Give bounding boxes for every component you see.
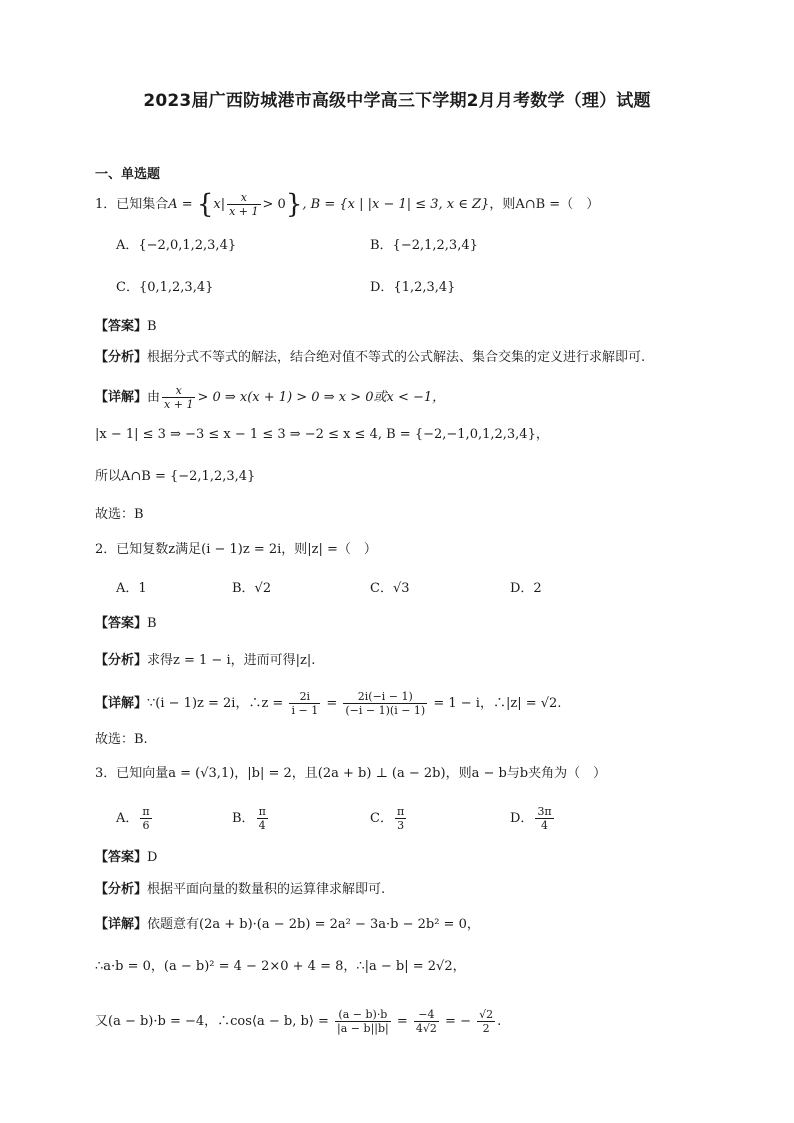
- q3-d3-eq2: = −: [440, 1014, 476, 1029]
- right-brace-glyph: }: [285, 189, 303, 220]
- detail-tag: 【详解】: [95, 696, 148, 711]
- q3-b-num: π: [258, 805, 266, 818]
- q1-fraction: [227, 191, 260, 218]
- q3-option-b: [232, 805, 270, 832]
- q3-d3-f2-den: 4√2: [415, 1022, 437, 1035]
- q2-analysis: [95, 651, 315, 671]
- q2-detail-b: = 1 − i，∴|z| = √2.: [429, 696, 562, 711]
- q1-option-d: D．{1,2,3,4}: [370, 280, 456, 295]
- q1-stem-suffix: ，则A∩B =（ ）: [489, 197, 600, 212]
- q1-option-a: A．{−2,0,1,2,3,4}: [116, 238, 237, 253]
- detail-tag: 【详解】: [95, 390, 148, 405]
- q2-option-b: B．√2: [232, 581, 272, 596]
- q3-option-b-fraction: [257, 805, 268, 832]
- q3-analysis-text: 根据平面向量的数量积的运算律求解即可.: [147, 882, 386, 897]
- q2-eq: =: [322, 696, 342, 711]
- q3-b-den: 4: [258, 819, 266, 832]
- section-heading: 一、单选题: [95, 167, 161, 182]
- q3-a-den: 6: [142, 819, 150, 832]
- q1-detail-line-1: [95, 384, 445, 411]
- q1-option-b: B．{−2,1,2,3,4}: [370, 238, 478, 253]
- answer-tag: 【答案】: [95, 319, 148, 334]
- q3-detail-line-1-text: 依题意有(2a + b)·(a − 2b) = 2a² − 3a·b − 2b² = 0，: [147, 917, 480, 932]
- q1-analysis: [95, 348, 645, 368]
- q3-d3-f1-den: |a − b||b|: [337, 1022, 389, 1035]
- q3-d-num: 3π: [537, 805, 552, 818]
- q1-detail-frac-den: x + 1: [164, 398, 194, 411]
- q3-d3-end: .: [497, 1014, 502, 1029]
- question-3-stem: 3．已知向量a = (√3,1)，|b| = 2，且(2a + b) ⊥ (a − 2b)，则a − b与b夹角为（ ）: [95, 766, 607, 781]
- q3-d3-a: 又(a − b)·b = −4，∴cos⟨a − b, b⟩ =: [95, 1014, 334, 1029]
- q2-f2-den: (−i − 1)(i − 1): [345, 704, 426, 717]
- q2-option-c: C．√3: [370, 581, 410, 596]
- q2-f2-num: 2i(−i − 1): [343, 690, 427, 704]
- q2-answer: [95, 614, 157, 634]
- q3-option-d-label: D．: [510, 811, 534, 826]
- q2-option-a: A．1: [116, 581, 147, 596]
- q3-d3-eq: =: [392, 1014, 412, 1029]
- q2-analysis-text: 求得z = 1 − i，进而可得|z|.: [147, 653, 316, 668]
- q2-answer-value: B: [147, 616, 157, 631]
- q3-option-d: [510, 805, 556, 832]
- question-1-stem: 1．已知集合A = {x| $\frac{x}{x + 1}$ > 0}, B = {x | |x − 1| ≤ 3, x ∈ Z}，则A∩B =（ ）: [95, 189, 600, 220]
- q1-set-var: x: [213, 197, 221, 212]
- q1-answer-value: B: [147, 319, 157, 334]
- q1-detail-line-3: 所以A∩B = {−2,1,2,3,4}: [95, 469, 256, 484]
- q2-fraction-1: [289, 690, 320, 717]
- analysis-tag: 【分析】: [95, 653, 148, 668]
- q3-d3-fraction-1: [335, 1008, 391, 1035]
- q3-option-c: [370, 805, 408, 832]
- analysis-tag: 【分析】: [95, 882, 148, 897]
- analysis-tag: 【分析】: [95, 350, 148, 365]
- q2-f1-den: i − 1: [291, 704, 319, 717]
- detail-tag: 【详解】: [95, 917, 148, 932]
- q3-answer: [95, 848, 157, 868]
- q3-option-b-label: B．: [232, 811, 255, 826]
- q1-set-a-lhs: A =: [168, 197, 197, 212]
- q1-set-cond: > 0: [262, 197, 286, 212]
- q3-detail-line-1: [95, 915, 480, 935]
- q1-detail-rest: > 0 ⇒ x(x + 1) > 0 ⇒ x > 0或x < −1，: [197, 390, 446, 405]
- q2-f1-num: 2i: [289, 690, 320, 704]
- q3-d-den: 4: [541, 819, 549, 832]
- answer-tag: 【答案】: [95, 850, 148, 865]
- q1-stem-prefix: 1．已知集合: [95, 197, 169, 212]
- q3-option-c-fraction: [395, 805, 406, 832]
- q1-detail-fraction: [162, 384, 195, 411]
- q2-detail-a: ∵(i − 1)z = 2i，∴z =: [147, 696, 288, 711]
- q3-c-num: π: [396, 805, 405, 818]
- q2-fraction-2: [343, 690, 427, 717]
- q3-option-d-fraction: [535, 805, 553, 832]
- q3-detail-line-2: ∴a·b = 0，(a − b)² = 4 − 2×0 + 4 = 8，∴|a − b| = 2√2，: [95, 959, 466, 974]
- q3-d3-f3-den: 2: [482, 1022, 490, 1035]
- q3-option-a-fraction: [140, 805, 151, 832]
- page-title: 2023届广西防城港市高级中学高三下学期2月月考数学（理）试题: [143, 91, 651, 111]
- q3-c-den: 3: [397, 819, 405, 832]
- q2-option-d: D．2: [510, 581, 542, 596]
- q1-analysis-text: 根据分式不等式的解法，结合绝对值不等式的公式解法、集合交集的定义进行求解即可.: [147, 350, 646, 365]
- q1-frac-num: x: [227, 191, 260, 205]
- q1-frac-den: x + 1: [229, 205, 259, 218]
- q2-detail: [95, 690, 561, 717]
- answer-tag: 【答案】: [95, 616, 148, 631]
- q1-set-b: , B = {x | |x − 1| ≤ 3, x ∈ Z}: [302, 197, 490, 212]
- q3-d3-f1-num: (a − b)·b: [335, 1008, 391, 1022]
- q3-analysis: [95, 880, 385, 900]
- q3-option-c-label: C．: [370, 811, 393, 826]
- q3-detail-line-3: [95, 1008, 501, 1035]
- left-brace-glyph: {: [196, 189, 214, 220]
- question-2-stem: 2．已知复数z满足(i − 1)z = 2i，则|z| =（ ）: [95, 542, 377, 557]
- q2-conclusion: 故选：B.: [95, 732, 148, 747]
- q1-detail-line-2: |x − 1| ≤ 3 ⇒ −3 ≤ x − 1 ≤ 3 ⇒ −2 ≤ x ≤ 4, B = {−2,−1,0,1,2,3,4}，: [95, 427, 549, 442]
- q3-d3-f3-num: √2: [479, 1008, 494, 1021]
- q1-answer: [95, 317, 157, 337]
- q3-d3-fraction-3: [477, 1008, 495, 1035]
- q1-conclusion: 故选：B: [95, 507, 144, 522]
- q1-option-c: C．{0,1,2,3,4}: [116, 280, 214, 295]
- q3-option-a-label: A．: [116, 811, 139, 826]
- q3-answer-value: D: [147, 850, 158, 865]
- q3-d3-fraction-2: [414, 1008, 439, 1035]
- q3-a-num: π: [142, 805, 150, 818]
- q3-d3-f2-num: −4: [414, 1008, 439, 1022]
- q3-option-a: [116, 805, 154, 832]
- q1-detail-frac-num: x: [162, 384, 195, 398]
- q1-detail-prefix: 由: [147, 390, 161, 405]
